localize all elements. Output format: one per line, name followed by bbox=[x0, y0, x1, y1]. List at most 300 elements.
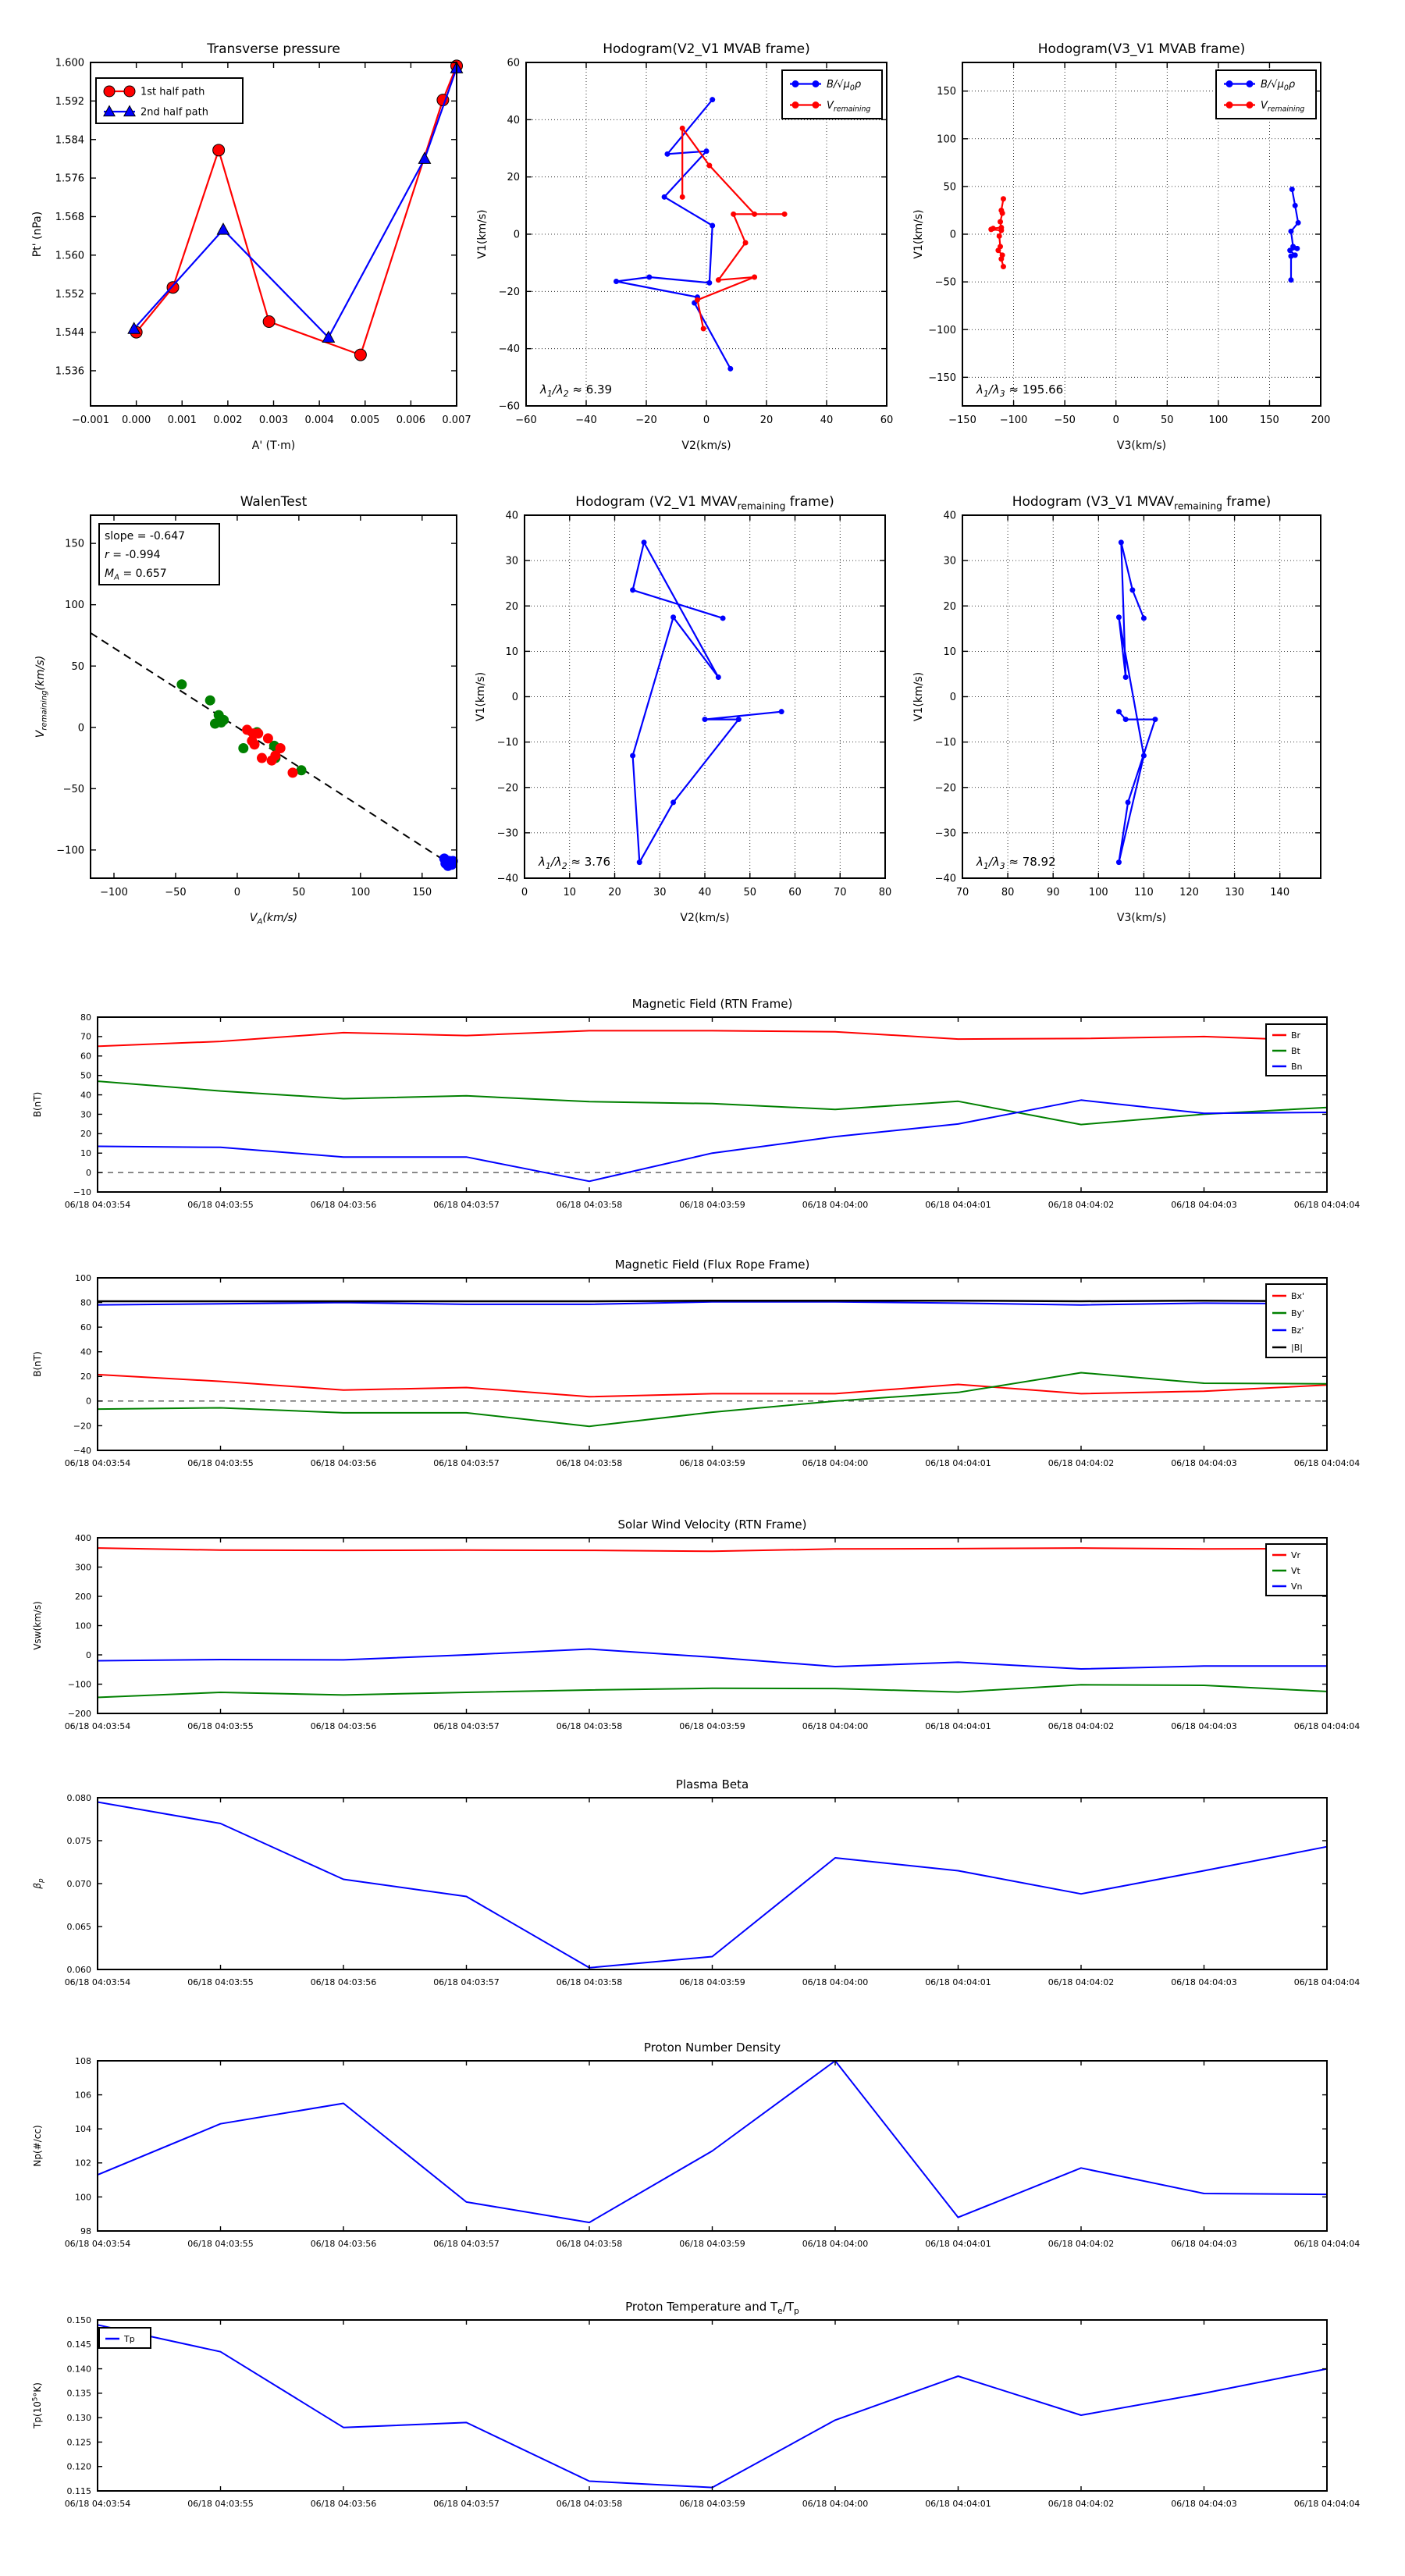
data-point-marker bbox=[1294, 246, 1300, 251]
x-tick-label: 20 bbox=[608, 887, 621, 898]
x-tick-label: 0.004 bbox=[304, 415, 334, 426]
y-tick-label: 0.115 bbox=[66, 2485, 91, 2496]
series-Bt bbox=[98, 1081, 1327, 1125]
x-tick-label: 110 bbox=[1133, 887, 1154, 898]
x-tick-label: 06/18 04:04:04 bbox=[1293, 1458, 1361, 1468]
data-point-marker bbox=[1141, 753, 1147, 759]
y-tick-label: 150 bbox=[65, 538, 84, 550]
y-tick-label: 0 bbox=[511, 692, 518, 704]
chart-title: WalenTest bbox=[240, 494, 308, 510]
x-tick-label: 0.000 bbox=[122, 415, 151, 426]
data-point-marker bbox=[995, 247, 1001, 253]
data-point-marker bbox=[1123, 674, 1129, 680]
y-tick-label: 20 bbox=[943, 600, 956, 613]
data-point-marker bbox=[752, 275, 757, 280]
y-axis-label: Vsw(km/s) bbox=[32, 1601, 43, 1650]
x-tick-label: 06/18 04:04:02 bbox=[1048, 1200, 1115, 1210]
x-tick-label: 80 bbox=[1001, 887, 1015, 898]
x-tick-label: 150 bbox=[412, 887, 432, 898]
eigenvalue-annotation: $\lambda_1/\lambda_2 \approx 3.76$ bbox=[539, 855, 611, 871]
y-tick-label: 40 bbox=[80, 1090, 91, 1101]
legend-label: $B/√\mu_0\rho$ bbox=[827, 79, 862, 93]
series-Vt bbox=[98, 1685, 1327, 1697]
y-tick-label: 0.145 bbox=[66, 2339, 91, 2350]
x-tick-label: 06/18 04:03:58 bbox=[556, 1458, 623, 1468]
chart-title: Solar Wind Velocity (RTN Frame) bbox=[617, 1517, 807, 1532]
x-tick-label: 0.005 bbox=[350, 415, 380, 426]
stats-line: $M_A = 0.657$ bbox=[105, 568, 167, 582]
data-point-marker bbox=[1226, 80, 1233, 87]
legend-label: Bz' bbox=[1291, 1325, 1304, 1336]
stats-line: r = -0.994 bbox=[105, 549, 161, 561]
y-tick-label: 20 bbox=[80, 1129, 91, 1140]
x-tick-label: 06/18 04:04:01 bbox=[925, 1721, 991, 1731]
y-axis-label: $\beta_p$ bbox=[32, 1878, 46, 1889]
series-Br bbox=[98, 1030, 1327, 1046]
x-tick-label: 06/18 04:03:54 bbox=[64, 1458, 131, 1468]
y-axis-label: V1(km/s) bbox=[476, 209, 489, 259]
data-point-marker bbox=[1289, 187, 1295, 192]
data-point-marker bbox=[297, 765, 307, 775]
data-point-marker bbox=[1226, 101, 1233, 109]
x-tick-label: 0.007 bbox=[442, 415, 471, 426]
y-tick-label: 50 bbox=[943, 181, 956, 194]
x-tick-label: 06/18 04:04:03 bbox=[1171, 2499, 1237, 2509]
y-tick-label: −10 bbox=[73, 1187, 91, 1197]
x-tick-label: 06/18 04:04:00 bbox=[802, 1200, 869, 1210]
data-point-marker bbox=[1001, 264, 1006, 269]
data-point-marker bbox=[997, 233, 1002, 239]
series-B_over_sqrt_mu0rho bbox=[1290, 190, 1298, 280]
x-tick-label: 06/18 04:04:02 bbox=[1048, 1458, 1115, 1468]
data-point-marker bbox=[1288, 229, 1293, 234]
y-tick-label: 30 bbox=[80, 1109, 91, 1120]
data-point-marker bbox=[1123, 717, 1129, 722]
y-tick-label: 80 bbox=[80, 1297, 91, 1308]
y-tick-label: 108 bbox=[75, 2055, 91, 2066]
x-tick-label: 06/18 04:04:04 bbox=[1293, 1977, 1361, 1987]
y-tick-label: −20 bbox=[496, 782, 518, 795]
x-tick-label: 06/18 04:03:54 bbox=[64, 1977, 131, 1987]
x-tick-label: 06/18 04:04:03 bbox=[1171, 1977, 1237, 1987]
x-tick-label: 06/18 04:03:55 bbox=[187, 2499, 254, 2509]
y-tick-label: 0.080 bbox=[66, 1792, 91, 1803]
y-tick-label: 300 bbox=[75, 1562, 91, 1573]
x-tick-label: 06/18 04:04:02 bbox=[1048, 1721, 1115, 1731]
data-point-marker bbox=[710, 223, 715, 229]
data-point-marker bbox=[736, 717, 742, 722]
data-point-marker bbox=[354, 349, 366, 361]
data-point-marker bbox=[701, 326, 706, 332]
data-point-marker bbox=[104, 86, 115, 97]
data-point-marker bbox=[1152, 717, 1158, 722]
axes-frame bbox=[98, 1017, 1327, 1192]
x-tick-label: 06/18 04:03:54 bbox=[64, 1721, 131, 1731]
y-tick-label: 100 bbox=[75, 2192, 91, 2203]
x-tick-label: 10 bbox=[563, 887, 577, 898]
x-tick-label: 150 bbox=[1260, 415, 1279, 426]
chart-title: Magnetic Field (Flux Rope Frame) bbox=[614, 1258, 810, 1272]
x-tick-label: 0 bbox=[702, 415, 710, 426]
series-Tp bbox=[98, 2325, 1327, 2487]
x-tick-label: 40 bbox=[820, 415, 834, 426]
data-point-marker bbox=[662, 194, 667, 200]
x-tick-label: 06/18 04:03:54 bbox=[64, 2499, 131, 2509]
chart-title: Proton Temperature and $T_e/T_p$ bbox=[625, 2300, 799, 2316]
data-point-marker bbox=[257, 753, 267, 763]
x-tick-label: 06/18 04:03:59 bbox=[679, 1458, 745, 1468]
y-axis-label: V1(km/s) bbox=[912, 671, 925, 722]
data-point-marker bbox=[1116, 859, 1122, 865]
x-tick-label: −50 bbox=[1054, 415, 1076, 426]
x-tick-label: 200 bbox=[1311, 415, 1331, 426]
data-point-marker bbox=[813, 80, 820, 87]
data-point-marker bbox=[1000, 211, 1005, 216]
y-axis-label: Np(#/cc) bbox=[32, 2125, 43, 2167]
x-tick-label: 100 bbox=[1088, 887, 1108, 898]
chart-hodogram_v3v1_mvab bbox=[912, 41, 1330, 452]
y-tick-label: 0 bbox=[949, 692, 956, 704]
x-tick-label: 06/18 04:03:57 bbox=[433, 1977, 500, 1987]
y-tick-label: 150 bbox=[937, 86, 956, 98]
y-tick-label: −40 bbox=[73, 1445, 91, 1456]
x-tick-label: 06/18 04:04:02 bbox=[1048, 2499, 1115, 2509]
y-tick-label: −200 bbox=[67, 1708, 91, 1719]
x-tick-label: 06/18 04:04:00 bbox=[802, 1977, 869, 1987]
data-point-marker bbox=[782, 212, 788, 217]
chart-plasma_beta bbox=[32, 1777, 1360, 1987]
y-tick-label: −150 bbox=[928, 372, 956, 384]
x-tick-label: 06/18 04:03:55 bbox=[187, 1721, 254, 1731]
x-tick-label: 06/18 04:04:01 bbox=[925, 1458, 991, 1468]
data-point-marker bbox=[704, 148, 710, 154]
x-tick-label: 06/18 04:04:00 bbox=[802, 1721, 869, 1731]
x-tick-label: 50 bbox=[292, 887, 306, 898]
x-tick-label: 06/18 04:04:03 bbox=[1171, 2239, 1237, 2249]
x-tick-label: 60 bbox=[788, 887, 802, 898]
chart-title: Plasma Beta bbox=[675, 1777, 749, 1791]
axes-frame bbox=[98, 1538, 1327, 1713]
data-point-marker bbox=[1288, 277, 1293, 283]
y-tick-label: 100 bbox=[75, 1621, 91, 1631]
chart-hodogram_v2v1_mvav bbox=[475, 494, 891, 924]
y-tick-label: −20 bbox=[934, 782, 956, 795]
data-point-marker bbox=[720, 615, 726, 621]
data-point-marker bbox=[250, 739, 260, 749]
y-tick-label: 0.060 bbox=[66, 1964, 91, 1975]
eigenvalue-annotation: $\lambda_1/\lambda_3 \approx 78.92$ bbox=[976, 855, 1056, 871]
y-tick-label: 40 bbox=[505, 510, 518, 522]
y-tick-label: 102 bbox=[75, 2158, 91, 2169]
x-tick-label: 06/18 04:03:57 bbox=[433, 1200, 500, 1210]
data-point-marker bbox=[792, 80, 799, 87]
y-axis-label: V1(km/s) bbox=[912, 209, 925, 259]
x-tick-label: 06/18 04:04:01 bbox=[925, 2239, 991, 2249]
chart-vsw_rtn bbox=[32, 1517, 1360, 1731]
y-tick-label: −50 bbox=[62, 783, 84, 795]
chart-title: Hodogram(V3_V1 MVAB frame) bbox=[1037, 41, 1246, 57]
legend-label: Vn bbox=[1291, 1581, 1303, 1592]
x-tick-label: −150 bbox=[948, 415, 976, 426]
x-tick-label: 0.001 bbox=[167, 415, 197, 426]
data-point-marker bbox=[263, 733, 273, 743]
y-tick-label: −20 bbox=[498, 286, 520, 298]
data-point-marker bbox=[706, 163, 712, 169]
y-tick-label: 100 bbox=[75, 1272, 91, 1283]
legend-label: $B/√\mu_0\rho$ bbox=[1261, 79, 1296, 93]
y-tick-label: 0.140 bbox=[66, 2364, 91, 2375]
data-point-marker bbox=[167, 282, 179, 294]
x-tick-label: −0.001 bbox=[71, 415, 110, 426]
y-tick-label: 80 bbox=[80, 1012, 91, 1023]
y-tick-label: −20 bbox=[73, 1421, 91, 1432]
data-point-marker bbox=[276, 743, 286, 753]
x-tick-label: 06/18 04:03:56 bbox=[310, 2499, 377, 2509]
y-tick-label: 0.130 bbox=[66, 2412, 91, 2423]
y-tick-label: 20 bbox=[505, 600, 518, 613]
y-tick-label: 60 bbox=[80, 1322, 91, 1332]
x-tick-label: 06/18 04:04:04 bbox=[1293, 1721, 1361, 1731]
axes-frame bbox=[98, 1798, 1327, 1969]
x-tick-label: −20 bbox=[635, 415, 657, 426]
x-tick-label: 100 bbox=[350, 887, 371, 898]
legend-label: Vr bbox=[1291, 1550, 1301, 1560]
y-tick-label: 50 bbox=[80, 1070, 91, 1081]
legend-label: Bn bbox=[1291, 1061, 1303, 1072]
x-tick-label: 06/18 04:03:56 bbox=[310, 1977, 377, 1987]
data-point-marker bbox=[779, 709, 784, 714]
y-tick-label: −10 bbox=[934, 737, 956, 749]
legend-label: Br bbox=[1291, 1030, 1301, 1041]
data-point-marker bbox=[695, 297, 700, 303]
legend-label: By' bbox=[1291, 1308, 1305, 1318]
x-tick-label: 50 bbox=[1161, 415, 1174, 426]
x-tick-label: 90 bbox=[1046, 887, 1060, 898]
y-tick-label: 0.125 bbox=[66, 2437, 91, 2448]
x-tick-label: 06/18 04:03:58 bbox=[556, 1721, 623, 1731]
x-tick-label: 70 bbox=[955, 887, 969, 898]
y-tick-label: 60 bbox=[80, 1051, 91, 1062]
x-tick-label: 06/18 04:03:59 bbox=[679, 2499, 745, 2509]
x-tick-label: 0 bbox=[233, 887, 241, 898]
data-point-marker bbox=[716, 277, 721, 283]
x-tick-label: −60 bbox=[515, 415, 537, 426]
data-point-marker bbox=[813, 101, 820, 109]
eigenvalue-annotation: $\lambda_1/\lambda_3 \approx 195.66$ bbox=[976, 382, 1064, 399]
y-tick-label: 1.592 bbox=[55, 95, 84, 108]
x-tick-label: 0.002 bbox=[213, 415, 243, 426]
data-point-marker bbox=[642, 539, 647, 545]
y-tick-label: 0.135 bbox=[66, 2388, 91, 2399]
x-tick-label: 120 bbox=[1179, 887, 1199, 898]
y-tick-label: 200 bbox=[75, 1591, 91, 1602]
x-tick-label: 0.003 bbox=[258, 415, 289, 426]
chart-hodogram_v2v1_mvab bbox=[476, 41, 893, 452]
x-tick-label: 06/18 04:03:55 bbox=[187, 1200, 254, 1210]
x-tick-label: 06/18 04:03:57 bbox=[433, 2499, 500, 2509]
series-beta_p bbox=[98, 1802, 1327, 1968]
x-tick-label: −100 bbox=[999, 415, 1028, 426]
y-axis-label: $V_{remaining}(km/s)$ bbox=[34, 655, 49, 738]
y-tick-label: 106 bbox=[75, 2090, 91, 2101]
x-tick-label: 06/18 04:04:03 bbox=[1171, 1458, 1237, 1468]
x-tick-label: 06/18 04:04:01 bbox=[925, 1977, 991, 1987]
x-axis-label: A' (T·m) bbox=[251, 439, 296, 452]
series-Vr bbox=[98, 1548, 1327, 1551]
x-tick-label: 06/18 04:03:58 bbox=[556, 2239, 623, 2249]
y-tick-label: 30 bbox=[505, 555, 518, 568]
y-tick-label: −30 bbox=[496, 827, 518, 840]
series-V_remaining_hodogram bbox=[633, 543, 782, 863]
y-tick-label: 104 bbox=[75, 2124, 91, 2135]
x-tick-label: 06/18 04:04:04 bbox=[1293, 2499, 1361, 2509]
x-tick-label: 0.006 bbox=[396, 415, 425, 426]
legend-label: Vt bbox=[1291, 1565, 1300, 1576]
data-point-marker bbox=[1288, 254, 1293, 259]
data-point-marker bbox=[716, 674, 721, 680]
data-point-marker bbox=[263, 316, 275, 328]
data-point-marker bbox=[743, 240, 749, 246]
y-axis-label: V1(km/s) bbox=[475, 671, 487, 722]
x-tick-label: 06/18 04:04:00 bbox=[802, 1458, 869, 1468]
x-tick-label: 06/18 04:03:58 bbox=[556, 1977, 623, 1987]
data-point-marker bbox=[213, 144, 225, 156]
x-tick-label: 140 bbox=[1270, 887, 1290, 898]
series-Vn bbox=[98, 1649, 1327, 1670]
chart-b_rtn bbox=[32, 997, 1360, 1210]
legend-label: |B| bbox=[1291, 1342, 1303, 1353]
x-tick-label: 06/18 04:03:54 bbox=[64, 2239, 131, 2249]
series-Bz' bbox=[98, 1302, 1327, 1305]
chart-title: Transverse pressure bbox=[207, 41, 340, 57]
y-tick-label: 400 bbox=[75, 1532, 91, 1543]
y-tick-label: 0.070 bbox=[66, 1878, 91, 1889]
y-tick-label: −10 bbox=[496, 737, 518, 749]
x-tick-label: 06/18 04:04:02 bbox=[1048, 2239, 1115, 2249]
x-tick-label: 40 bbox=[698, 887, 712, 898]
y-tick-label: 20 bbox=[507, 172, 520, 184]
y-tick-label: −60 bbox=[498, 400, 520, 413]
x-tick-label: 06/18 04:03:54 bbox=[64, 1200, 131, 1210]
y-tick-label: 0 bbox=[86, 1649, 91, 1660]
data-point-marker bbox=[219, 715, 229, 725]
x-tick-label: 06/18 04:03:56 bbox=[310, 1721, 377, 1731]
data-point-marker bbox=[630, 753, 635, 759]
data-point-marker bbox=[124, 86, 135, 97]
y-tick-label: 40 bbox=[80, 1347, 91, 1357]
y-tick-label: 1.544 bbox=[55, 327, 84, 340]
y-axis-label: $Tp(10^5^\circ K)$ bbox=[31, 2382, 43, 2428]
y-tick-label: 0.065 bbox=[66, 1921, 91, 1932]
y-tick-label: −40 bbox=[498, 343, 520, 356]
axes-frame bbox=[98, 2061, 1327, 2231]
chart-proton_temperature bbox=[31, 2300, 1360, 2509]
data-point-marker bbox=[1293, 203, 1298, 208]
data-point-marker bbox=[710, 97, 715, 102]
y-tick-label: 0 bbox=[86, 1396, 91, 1407]
legend-label: Bt bbox=[1291, 1045, 1300, 1056]
x-tick-label: 06/18 04:03:55 bbox=[187, 1977, 254, 1987]
eigenvalue-annotation: $\lambda_1/\lambda_2 \approx 6.39$ bbox=[540, 382, 613, 399]
stats-line: slope = -0.647 bbox=[105, 530, 186, 543]
y-tick-label: 40 bbox=[507, 114, 520, 126]
y-tick-label: 1.568 bbox=[55, 212, 84, 224]
axes-frame bbox=[98, 2320, 1327, 2491]
chart-title: Hodogram (V2_V1 $MVAV_{remaining}$ frame) bbox=[575, 494, 834, 512]
x-tick-label: 06/18 04:03:56 bbox=[310, 2239, 377, 2249]
y-tick-label: 1.584 bbox=[55, 134, 84, 147]
y-tick-label: −40 bbox=[496, 873, 518, 885]
data-point-marker bbox=[217, 223, 229, 234]
x-tick-label: 06/18 04:04:01 bbox=[925, 1200, 991, 1210]
data-point-marker bbox=[727, 366, 733, 372]
x-tick-label: 06/18 04:03:59 bbox=[679, 2239, 745, 2249]
y-tick-label: 70 bbox=[80, 1031, 91, 1042]
y-tick-label: −100 bbox=[56, 845, 84, 857]
data-point-marker bbox=[706, 280, 712, 286]
x-tick-label: 06/18 04:04:00 bbox=[802, 2239, 869, 2249]
y-tick-label: 1.576 bbox=[55, 173, 84, 185]
x-axis-label: V3(km/s) bbox=[1116, 439, 1167, 452]
chart-proton_density bbox=[32, 2041, 1360, 2249]
x-tick-label: 0 bbox=[1112, 415, 1119, 426]
legend-label: 1st half path bbox=[140, 86, 205, 98]
data-point-marker bbox=[646, 275, 652, 280]
data-point-marker bbox=[1287, 247, 1293, 253]
x-tick-label: 06/18 04:04:00 bbox=[802, 2499, 869, 2509]
data-point-marker bbox=[287, 767, 297, 777]
y-tick-label: 20 bbox=[80, 1372, 91, 1382]
data-point-marker bbox=[1296, 220, 1301, 226]
legend-label: $V_{remaining}$ bbox=[1261, 100, 1305, 114]
data-point-marker bbox=[1247, 80, 1254, 87]
x-tick-label: 70 bbox=[833, 887, 847, 898]
series-Bn bbox=[98, 1100, 1327, 1181]
series-V_remaining_hodogram bbox=[1119, 543, 1155, 863]
data-point-marker bbox=[630, 587, 635, 592]
data-point-marker bbox=[1001, 196, 1006, 201]
y-tick-label: 100 bbox=[937, 133, 956, 146]
x-tick-label: 20 bbox=[759, 415, 774, 426]
data-point-marker bbox=[702, 717, 708, 722]
x-tick-label: 06/18 04:03:58 bbox=[556, 1200, 623, 1210]
y-tick-label: 100 bbox=[65, 600, 84, 612]
data-point-marker bbox=[998, 219, 1003, 225]
y-tick-label: −50 bbox=[934, 276, 956, 289]
x-tick-label: 06/18 04:03:57 bbox=[433, 2239, 500, 2249]
y-tick-label: 0.075 bbox=[66, 1835, 91, 1846]
x-tick-label: 30 bbox=[653, 887, 667, 898]
series-By' bbox=[98, 1373, 1327, 1427]
data-point-marker bbox=[664, 151, 670, 157]
y-tick-label: 60 bbox=[507, 57, 520, 69]
x-tick-label: 06/18 04:04:02 bbox=[1048, 1977, 1115, 1987]
data-point-marker bbox=[670, 614, 676, 620]
y-tick-label: 0 bbox=[949, 229, 956, 241]
x-tick-label: 06/18 04:03:55 bbox=[187, 2239, 254, 2249]
legend-label: Bx' bbox=[1291, 1290, 1305, 1301]
data-point-marker bbox=[792, 101, 799, 109]
y-tick-label: 98 bbox=[80, 2226, 91, 2236]
chart-hodogram_v3v1_mvav bbox=[912, 494, 1321, 924]
data-point-marker bbox=[998, 228, 1004, 233]
x-tick-label: 06/18 04:03:59 bbox=[679, 1200, 745, 1210]
data-point-marker bbox=[418, 152, 430, 163]
x-axis-label: V2(km/s) bbox=[681, 439, 731, 452]
y-tick-label: 0.120 bbox=[66, 2461, 91, 2472]
data-point-marker bbox=[205, 696, 215, 706]
chart-title: Magnetic Field (RTN Frame) bbox=[631, 997, 793, 1011]
